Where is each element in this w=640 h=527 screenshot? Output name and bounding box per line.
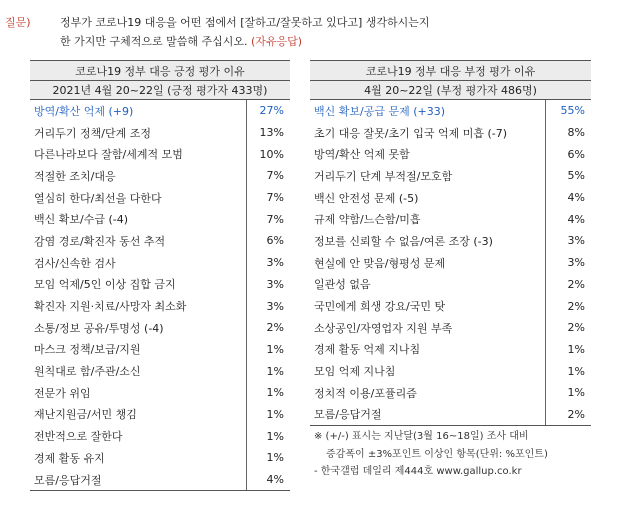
positive-table-row — [30, 252, 290, 274]
reason-cell: 모임 억제/5인 이상 집합 금지 — [34, 278, 176, 292]
question-line-2-text: 한 가지만 구체적으로 말씀해 주십시오. — [60, 35, 248, 48]
reason-cell: 전문가 위임 — [34, 386, 91, 400]
percent-cell: 2% — [545, 317, 591, 339]
negative-table-row — [310, 100, 591, 122]
reason-cell: 백신 안전성 문제 (-5) — [314, 191, 419, 205]
negative-table-row — [310, 165, 591, 187]
percent-cell: 2% — [246, 317, 290, 339]
positive-subheader-row — [30, 81, 290, 100]
question-text — [60, 13, 430, 51]
negative-table-row — [310, 143, 591, 165]
percent-cell: 7% — [246, 187, 290, 209]
positive-table-row — [30, 425, 290, 447]
percent-cell: 7% — [246, 165, 290, 187]
reason-cell: 방역/확산 억제 못함 — [314, 148, 410, 162]
percent-cell: 1% — [246, 447, 290, 469]
percent-cell: 4% — [545, 187, 591, 209]
percent-cell: 8% — [545, 122, 591, 144]
percent-cell: 3% — [545, 230, 591, 252]
positive-header-row — [30, 61, 290, 81]
percent-cell: 1% — [246, 339, 290, 361]
percent-cell: 2% — [545, 295, 591, 317]
negative-title: 코로나19 정부 대응 부정 평가 이유 — [310, 61, 591, 81]
open-response-tag: (자유응답) — [251, 35, 303, 48]
positive-title: 코로나19 정부 대응 긍정 평가 이유 — [30, 61, 290, 81]
negative-table-row — [310, 382, 591, 404]
reason-cell: 경제 활동 억제 지나침 — [314, 343, 421, 357]
footnote — [314, 428, 548, 481]
percent-cell: 7% — [246, 208, 290, 230]
negative-table-row — [310, 317, 591, 339]
positive-table-row — [30, 382, 290, 404]
positive-table-row — [30, 317, 290, 339]
percent-cell: 5% — [545, 165, 591, 187]
negative-header-row — [310, 61, 591, 81]
reason-cell: 소통/정보 공유/투명성 (-4) — [34, 321, 164, 335]
positive-table-row — [30, 447, 290, 469]
percent-cell: 55% — [545, 100, 591, 122]
percent-cell: 1% — [246, 425, 290, 447]
percent-cell: 4% — [246, 469, 290, 491]
negative-reasons-table — [310, 60, 591, 426]
percent-cell: 3% — [246, 252, 290, 274]
negative-subtitle: 4월 20~22일 (부정 평가자 486명) — [310, 81, 591, 100]
reason-cell: 현실에 안 맞음/형평성 문제 — [314, 256, 446, 270]
reason-cell: 초기 대응 잘못/초기 입국 억제 미흡 (-7) — [314, 126, 507, 140]
reason-cell: 백신 확보/수급 (-4) — [34, 213, 129, 227]
positive-table-row — [30, 339, 290, 361]
percent-cell: 3% — [545, 252, 591, 274]
reason-cell: 백신 확보/공급 문제 (+33) — [314, 104, 445, 118]
reason-cell: 경제 활동 유지 — [34, 451, 105, 465]
percent-cell: 10% — [246, 143, 290, 165]
reason-cell: 모름/응답거절 — [30, 469, 246, 491]
positive-table-row — [30, 208, 290, 230]
question-line-2 — [60, 32, 430, 51]
positive-table-row — [30, 165, 290, 187]
reason-cell: 거리두기 정책/단계 조정 — [34, 126, 151, 140]
negative-table-row — [310, 252, 591, 274]
percent-cell: 1% — [246, 404, 290, 426]
footnote-source: - 한국갤럽 데일리 제444호 www.gallup.co.kr — [314, 466, 522, 477]
reason-cell: 열심히 한다/최선을 다한다 — [34, 191, 162, 205]
positive-table-row — [30, 230, 290, 252]
negative-table-row — [310, 187, 591, 209]
reason-cell: 검사/신속한 검사 — [34, 256, 116, 270]
negative-subheader-row — [310, 81, 591, 100]
negative-table-row — [310, 230, 591, 252]
reason-cell: 확진자 지원·치료/사망자 최소화 — [34, 300, 187, 314]
reason-cell: 모름/응답거절 — [310, 404, 545, 426]
percent-cell: 3% — [246, 295, 290, 317]
percent-cell: 1% — [545, 360, 591, 382]
reason-cell: 마스크 정책/보급/지원 — [34, 343, 141, 357]
percent-cell: 1% — [246, 382, 290, 404]
positive-table-row — [30, 360, 290, 382]
reason-cell: 모임 억제 지나침 — [314, 365, 396, 379]
percent-cell: 1% — [545, 339, 591, 361]
negative-table-row — [310, 122, 591, 144]
percent-cell: 4% — [545, 208, 591, 230]
negative-table-row — [310, 208, 591, 230]
negative-table-row — [310, 339, 591, 361]
positive-table-row — [30, 274, 290, 296]
negative-table-row — [310, 295, 591, 317]
positive-table-row — [30, 187, 290, 209]
percent-cell: 6% — [246, 230, 290, 252]
reason-cell: 거리두기 단계 부적절/모호함 — [314, 169, 453, 183]
reason-cell: 다른나라보다 잘함/세계적 모범 — [34, 148, 183, 162]
negative-table-row — [310, 404, 591, 426]
reason-cell: 국민에게 희생 강요/국민 탓 — [314, 300, 446, 314]
reason-cell: 원칙대로 함/주관/소신 — [34, 365, 141, 379]
reason-cell: 일관성 없음 — [314, 278, 371, 292]
reason-cell: 방역/확산 억제 (+9) — [34, 104, 134, 118]
reason-cell: 정보를 신뢰할 수 없음/여론 조장 (-3) — [314, 234, 493, 248]
reason-cell: 재난지원금/서민 챙김 — [34, 408, 137, 422]
positive-table-row — [30, 143, 290, 165]
question-line-1: 정부가 코로나19 대응을 어떤 점에서 [잘하고/잘못하고 있다고] 생각하시는지 — [60, 16, 430, 29]
percent-cell: 1% — [545, 382, 591, 404]
positive-table-row — [30, 404, 290, 426]
negative-table-row — [310, 360, 591, 382]
percent-cell: 1% — [246, 360, 290, 382]
percent-cell: 6% — [545, 143, 591, 165]
positive-table-row — [30, 469, 290, 491]
reason-cell: 소상공인/자영업자 지원 부족 — [314, 321, 453, 335]
positive-table-row — [30, 295, 290, 317]
question-label: 질문) — [5, 16, 31, 29]
percent-cell: 13% — [246, 122, 290, 144]
positive-subtitle: 2021년 4월 20~22일 (긍정 평가자 433명) — [30, 81, 290, 100]
reason-cell: 정치적 이용/포퓰리즘 — [314, 386, 417, 400]
footnote-line-1: ※ (+/-) 표시는 지난달(3월 16~18일) 조사 대비 — [314, 431, 529, 442]
percent-cell: 27% — [246, 100, 290, 122]
negative-table-row — [310, 274, 591, 296]
percent-cell: 2% — [545, 404, 591, 426]
percent-cell: 2% — [545, 274, 591, 296]
positive-table-row — [30, 100, 290, 122]
positive-reasons-table — [30, 60, 290, 491]
reason-cell: 감염 경로/확진자 동선 추적 — [34, 234, 166, 248]
percent-cell: 3% — [246, 274, 290, 296]
positive-table-row — [30, 122, 290, 144]
reason-cell: 전반적으로 잘한다 — [34, 430, 123, 444]
footnote-line-2: 증감폭이 ±3%포인트 이상인 항목(단위: %포인트) — [326, 448, 548, 460]
reason-cell: 적절한 조치/대응 — [34, 169, 116, 183]
reason-cell: 규제 약함/느슨함/미흡 — [314, 213, 421, 227]
